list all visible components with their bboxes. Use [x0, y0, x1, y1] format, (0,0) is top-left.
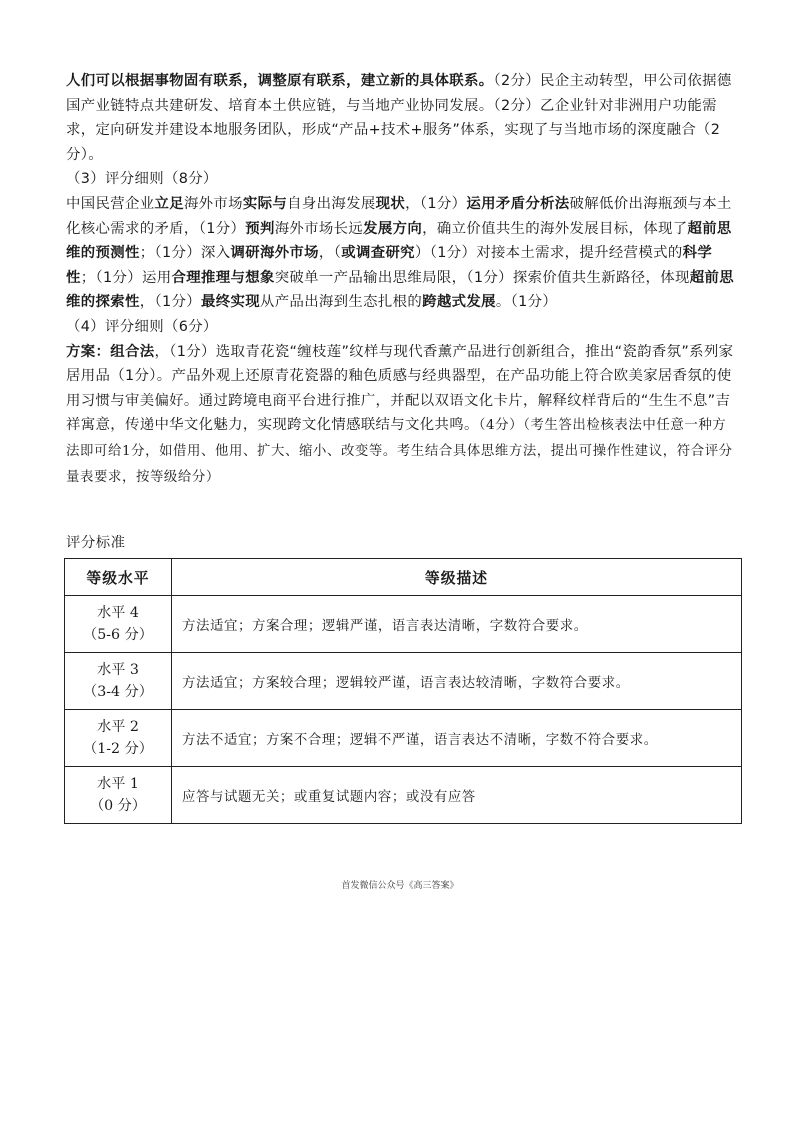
grading-table — [64, 558, 742, 824]
bold-phrase: 运用矛盾分析法 — [466, 195, 570, 212]
text-run: ，（1分） — [139, 294, 201, 311]
bold-phrase: 发展方向 — [363, 220, 423, 237]
paragraph-answer-2-continued — [66, 69, 740, 167]
text-run: 从产品出海到生态扎根的 — [259, 294, 423, 311]
level-name: 水平 1 — [97, 776, 139, 792]
text-run: 自身出海发展 — [287, 195, 376, 212]
description-cell: 应答与试题无关；或重复试题内容；或没有应答 — [172, 767, 742, 824]
grading-note: （4分）（考生答出检核表法中任意一种方法即可给1分，如借用、他用、扩大、缩小、改变等。考生结合具体思维方法，提出可操作性建议，符合评分量表要求，按等级给分） — [66, 418, 733, 485]
level-name: 水平 4 — [97, 605, 139, 621]
table-row — [65, 767, 742, 824]
text-run: 破解低价出海瓶颈与本土化核心需求的矛盾，（1分） — [66, 195, 732, 237]
paragraph-answer-4 — [66, 340, 740, 491]
level-name: 水平 2 — [97, 719, 139, 735]
level-cell — [65, 767, 172, 824]
table-row — [65, 653, 742, 710]
header-level: 等级水平 — [65, 559, 172, 596]
bold-phrase: 调研海外市场 — [230, 245, 319, 262]
table-header-row — [65, 559, 742, 596]
text-run: ；（1分）深入 — [139, 245, 231, 262]
bold-phrase: 组合法 — [110, 343, 155, 360]
text-run: ，确立价值共生的海外发展目标，体现了 — [422, 220, 688, 237]
description-cell: 方法适宜；方案较合理；逻辑较严谨，语言表达较清晰，字数符合要求。 — [172, 653, 742, 710]
text-run: ）（1分）对接本土需求，提升经营模式的 — [414, 245, 683, 262]
text-run: 突破单一产品输出思维局限，（1分）探索价值共生新路径，体现 — [274, 269, 690, 286]
level-score: （0 分） — [89, 798, 147, 814]
section-heading-4: （4）评分细则（6分） — [66, 318, 218, 335]
level-cell — [65, 653, 172, 710]
bold-phrase: 人们可以根据事物固有联系，调整原有联系，建立新的具体联系。 — [66, 73, 494, 89]
bold-phrase: 跨越式发展 — [422, 294, 496, 311]
level-score: （3-4 分） — [83, 684, 153, 700]
bold-phrase: 科学性 — [66, 245, 713, 286]
section-heading-3: （3）评分细则（8分） — [66, 171, 218, 188]
level-cell — [65, 710, 172, 767]
table-row — [65, 596, 742, 653]
text-run: 。（1分） — [495, 294, 558, 311]
text-run: （2分）民企主动转型，甲公司依据德国产业链特点共建研发、培育本土供应链，与当地产业协同发展。（2分）乙企业针对非洲用户功能需求，定向研发并建设本地服务团队，形成“产品+技术+服务”体系，实现了与当地市场的深度融合（2分）。 — [66, 73, 732, 163]
description-cell: 方法适宜；方案合理；逻辑严谨，语言表达清晰，字数符合要求。 — [172, 596, 742, 653]
text-run: 中国民营企业 — [66, 195, 155, 212]
level-cell — [65, 596, 172, 653]
page-footer: 首发微信公众号《高三答案》 — [341, 881, 459, 891]
table-caption: 评分标准 — [66, 535, 126, 551]
bold-phrase: 或调查研究 — [341, 245, 415, 262]
text-run: ，（ — [318, 245, 342, 262]
level-score: （5-6 分） — [83, 627, 153, 643]
text-run: ；（1分）运用 — [80, 269, 172, 286]
level-score: （1-2 分） — [83, 741, 153, 757]
description-cell: 方法不适宜；方案不合理；逻辑不严谨，语言表达不清晰，字数不符合要求。 — [172, 710, 742, 767]
bold-phrase: 立足 — [154, 195, 184, 212]
level-name: 水平 3 — [97, 662, 139, 678]
text-run: ，（1分）选取青花瓷“缠枝莲”纹样与现代香薰产品进行创新组合，推出“瓷韵香氛”系列家居用品（1分）。产品外观上还原青花瓷器的釉色质感与经典器型，在产品功能上符合欧美家居香氛的使用习惯与审美偏好。通过跨境电商平台进行推广，并配以双语文化卡片，解释纹样背后的“生生不息”吉祥寓意，传递中华文化魅力，实现跨文化情感联结与文化共鸣。 — [66, 343, 734, 434]
table-row — [65, 710, 742, 767]
bold-phrase: 方案： — [66, 343, 111, 360]
bold-phrase: 超前思维的预测性 — [66, 220, 732, 262]
bold-phrase: 合理推理与想象 — [171, 269, 275, 286]
bold-phrase: 最终实现 — [201, 294, 260, 311]
answer-content — [66, 69, 740, 490]
bold-phrase: 预判 — [245, 220, 275, 237]
text-run: 海外市场长远 — [274, 220, 364, 237]
text-run: 海外市场 — [183, 195, 243, 212]
text-run: ，（1分） — [405, 195, 467, 212]
header-description: 等级描述 — [172, 559, 742, 596]
bold-phrase: 超前思维的探索性 — [66, 269, 734, 311]
bold-phrase: 实际与 — [242, 195, 288, 212]
bold-phrase: 现状 — [375, 195, 406, 212]
paragraph-answer-3 — [66, 192, 740, 315]
